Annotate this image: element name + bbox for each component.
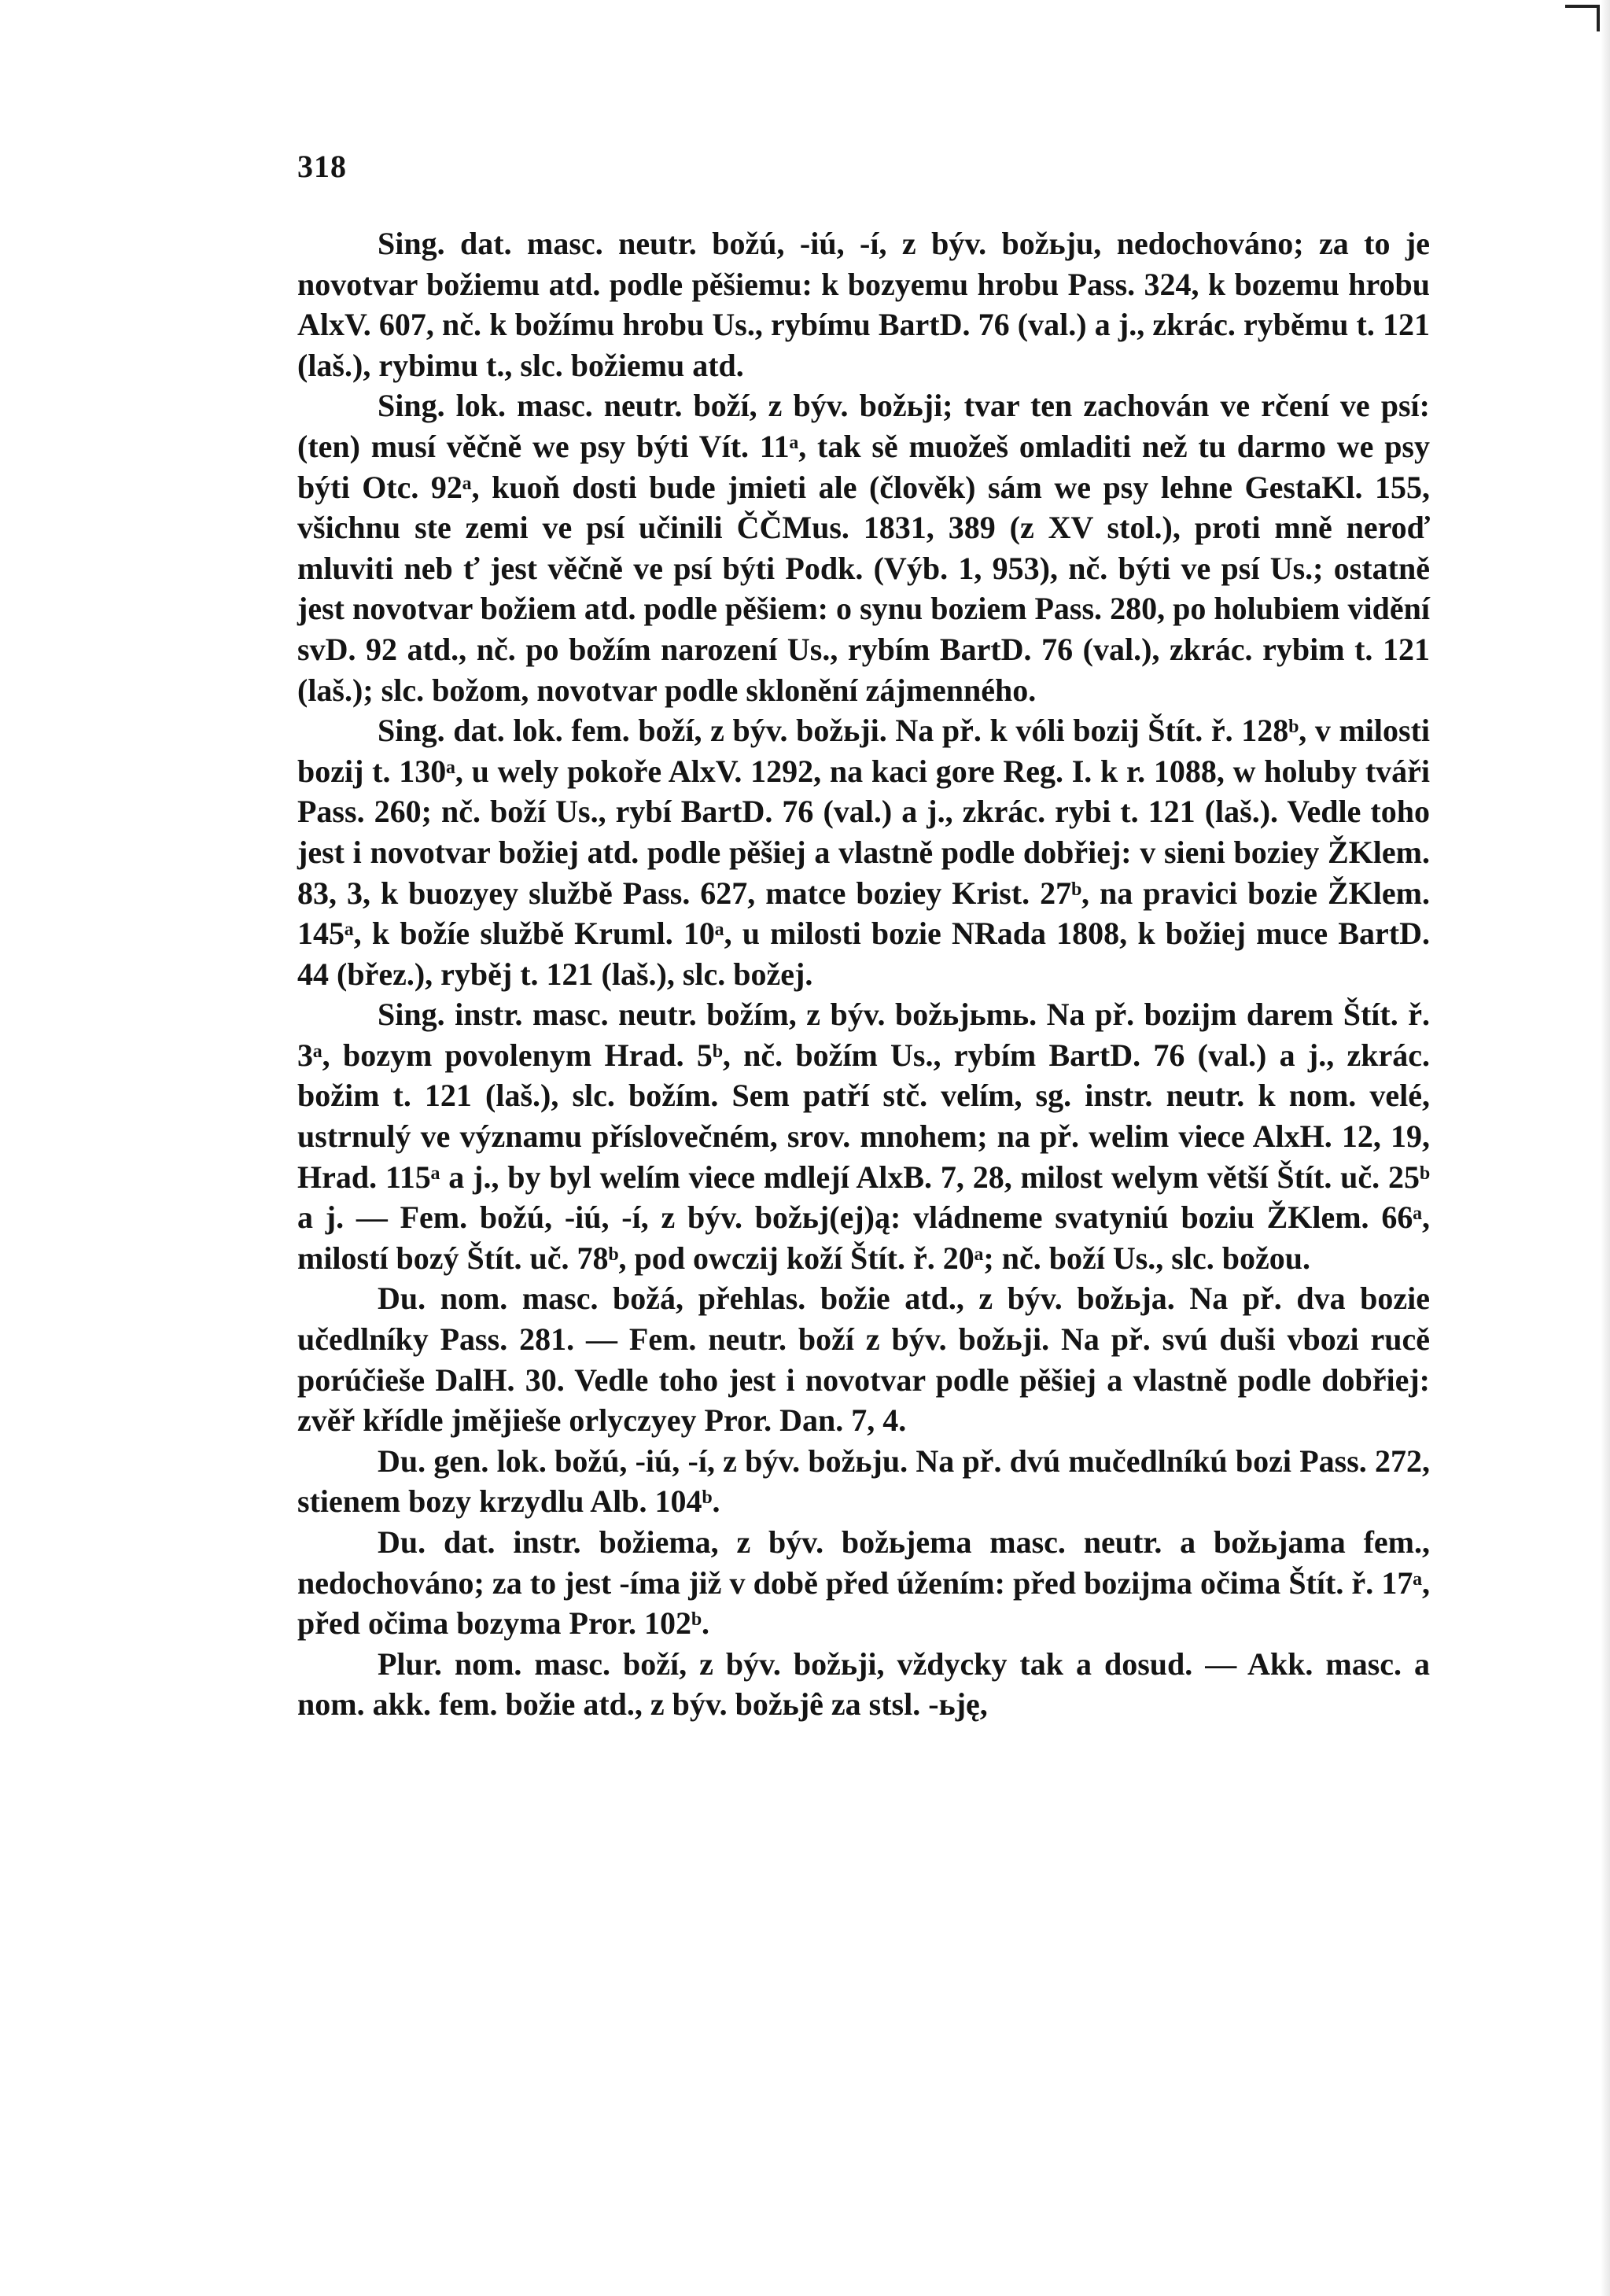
paragraph-plur-nom: Plur. nom. masc. boží, z býv. božьji, vždycky tak a dosud. — Akk. masc. a nom. akk. fem. božie atd., z býv. božьjê za stsl. -ьję, <box>297 1646 1430 1723</box>
paragraph-sing-lok: Sing. lok. masc. neutr. boží, z býv. božьji; tvar ten zachován ve rčení ve psí: (ten) musí věčně we psy býti Vít. 11ᵃ, tak sě muožeš omladiti než tu darmo we psy býti Otc. 92ᵃ, kuoň dosti bude jmieti ale (člověk) sám we psy lehne GestaKl. 155, všichnu ste zemi ve psí učinili ČČMus. 1831, 389 (z XV stol.), proti mně neroď mluviti neb ť jest věčně ve psí býti Podk. (Výb. 1, 953), nč. býti ve psí Us.; ostatně jest novotvar božiem atd. podle pěšiem: o synu boziem Pass. 280, po holubiem vidění svD. 92 atd., nč. po božím narození Us., rybím BartD. 76 (val.), zkrác. rybim t. 121 (laš.); slc. božom, novotvar podle sklonění zájmenného. <box>297 388 1430 708</box>
paragraph-sing-dat: Sing. dat. masc. neutr. božú, -iú, -í, z býv. božьju, nedochováno; za to je novotvar božiemu atd. podle pěšiemu: k bozyemu hrobu Pass. 324, k bozemu hrobu AlxV. 607, nč. k božímu hrobu Us., rybímu BartD. 76 (val.) a j., zkrác. ryběmu t. 121 (laš.), rybimu t., slc. božiemu atd. <box>297 226 1430 383</box>
page-edge-shadow <box>1601 0 1610 2296</box>
body-text <box>297 223 1430 1725</box>
paragraph-sing-instr: Sing. instr. masc. neutr. božím, z býv. božьjьmь. Na př. bozijm darem Štít. ř. 3ᵃ, bozym povolenym Hrad. 5ᵇ, nč. božím Us., rybím BartD. 76 (val.) a j., zkrác. božim t. 121 (laš.), slc. božím. Sem patří stč. velím, sg. instr. neutr. k nom. velé, ustrnulý ve významu příslovečném, srov. mnohem; na př. welim viece AlxH. 12, 19, Hrad. 115ᵃ a j., by byl welím viece mdlejí AlxB. 7, 28, milost welym větší Štít. uč. 25ᵇ a j. — Fem. božú, -iú, -í, z býv. božьj(ej)ą: vládneme svatyniú boziu ŽKlem. 66ᵃ, milostí bozý Štít. uč. 78ᵇ, pod owczij koží Štít. ř. 20ᵃ; nč. boží Us., slc. božou. <box>297 997 1430 1276</box>
paragraph-du-gen-lok: Du. gen. lok. božú, -iú, -í, z býv. božьju. Na př. dvú mučedlníkú bozi Pass. 272, stienem bozy krzydlu Alb. 104ᵇ. <box>297 1443 1430 1520</box>
paragraph-du-nom: Du. nom. masc. božá, přehlas. božie atd., z býv. božьja. Na př. dva bozie učedlníky Pass. 281. — Fem. neutr. boží z býv. božьji. Na př. svú duši vbozi rucě porúčieše DalH. 30. Vedle toho jest i novotvar podle pěšiej a vlastně podle dobřiej: zvěř křídle jmějieše orlyczyey Pror. Dan. 7, 4. <box>297 1281 1430 1439</box>
page-number: 318 <box>297 149 347 184</box>
paragraph-sing-dat-lok-fem: Sing. dat. lok. fem. boží, z býv. božьji. Na př. k vóli bozij Štít. ř. 128ᵇ, v milosti bozij t. 130ᵃ, u wely pokoře AlxV. 1292, na kaci gore Reg. I. k r. 1088, w holuby tváři Pass. 260; nč. boží Us., rybí BartD. 76 (val.) a j., zkrác. rybi t. 121 (laš.). Vedle toho jest i novotvar božiej atd. podle pěšiej a vlastně podle dobřiej: v sieni boziey ŽKlem. 83, 3, k buozyey službě Pass. 627, matce boziey Krist. 27ᵇ, na pravici bozie ŽKlem. 145ᵃ, k božíe službě Kruml. 10ᵃ, u milosti bozie NRada 1808, k božiej muce BartD. 44 (břez.), ryběj t. 121 (laš.), slc. božej. <box>297 713 1430 992</box>
paragraph-du-dat-instr: Du. dat. instr. božiema, z býv. božьjema masc. neutr. a božьjama fem., nedochováno; za to jest -íma již v době před úžením: před bozijma očima Štít. ř. 17ᵃ, před očima bozyma Pror. 102ᵇ. <box>297 1524 1430 1642</box>
scan-corner-mark <box>1565 5 1600 31</box>
